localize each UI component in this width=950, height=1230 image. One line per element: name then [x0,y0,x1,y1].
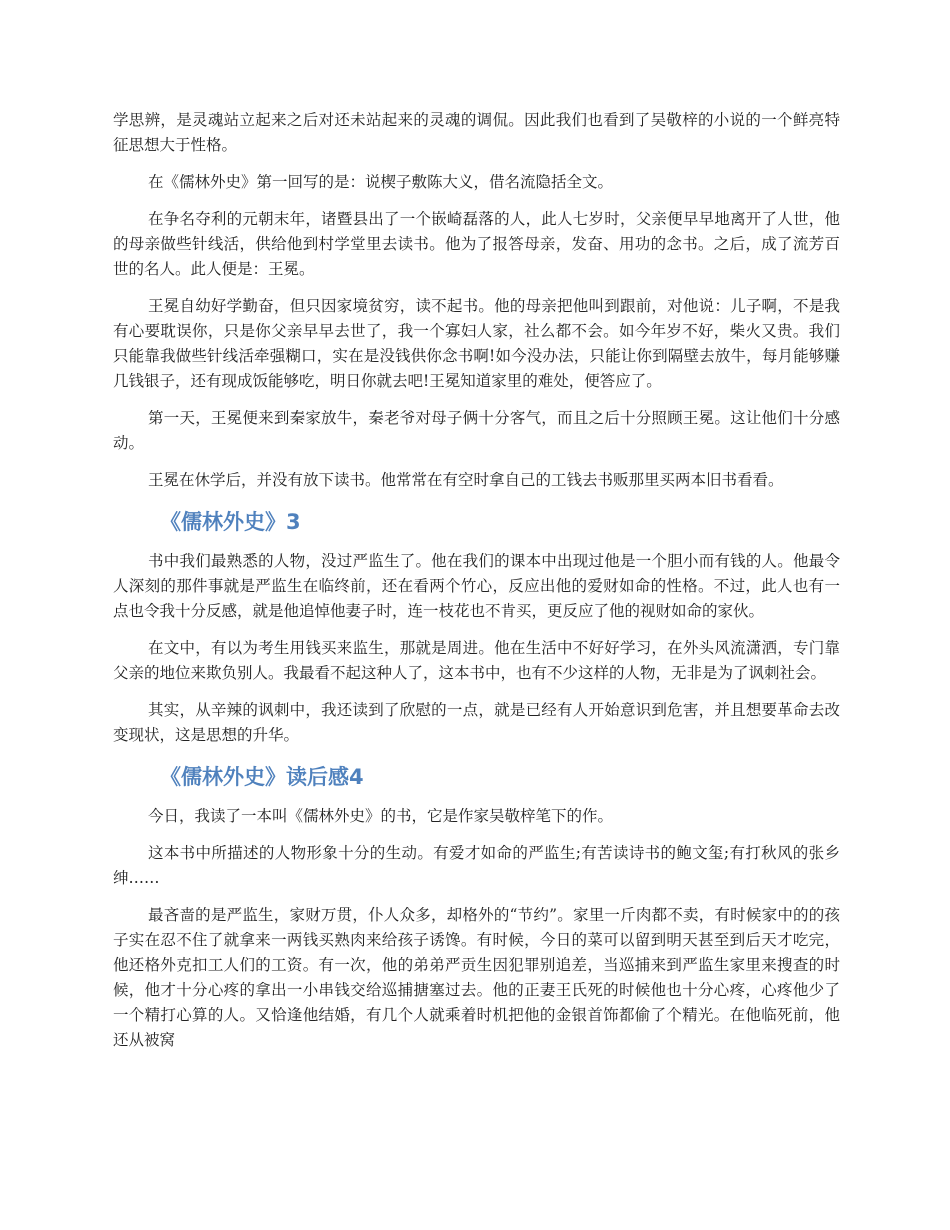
section-heading: 《儒林外史》读后感4 [160,765,364,789]
paragraph: 王冕在休学后，并没有放下读书。他常常在有空时拿自己的工钱去书贩那里买两本旧书看看。 [148,471,784,489]
paragraph: 今日，我读了一本叫《儒林外史》的书，它是作家吴敬梓笔下的作。 [148,807,614,825]
paragraph: 在文中，有以为考生用钱买来监生，那就是周进。他在生活中不好好学习，在外头风流潇洒，专门靠父亲的地位来欺负别人。我最看不起这种人了，这本书中，也有不少这样的人物，无非是为了讽刺社会。 [113,639,840,682]
paragraph: 第一天，王冕便来到秦家放牛，秦老爷对母子俩十分客气，而且之后十分照顾王冕。这让他们十分感动。 [113,409,840,452]
paragraph: 在争名夺利的元朝末年，诸暨县出了一个嵌崎磊落的人，此人七岁时，父亲便早早地离开了人世，他的母亲做些针线活，供给他到村学堂里去读书。他为了报答母亲，发奋、用功的念书。之后，成了流芳百世的名人。此人便是：王冕。 [113,210,840,278]
paragraph: 其实，从辛辣的讽刺中，我还读到了欣慰的一点，就是已经有人开始意识到危害，并且想要革命去改变现状，这是思想的升华。 [113,701,840,744]
paragraph: 书中我们最熟悉的人物，没过严监生了。他在我们的课本中出现过他是一个胆小而有钱的人。他最令人深刻的那件事就是严监生在临终前，还在看两个竹心，反应出他的爱财如命的性格。不过，此人也有一点也令我十分反感，就是他追悼他妻子时，连一枝花也不肯买，更反应了他的视财如命的家伙。 [113,552,840,620]
document-page [113,108,840,1065]
paragraph: 最吝啬的是严监生，家财万贯，仆人众多，却格外的“节约”。家里一斤肉都不卖，有时候家中的的孩子实在忍不住了就拿来一两钱买熟肉来给孩子诱馋。有时候，今日的菜可以留到明天甚至到后天才吃完，他还格外克扣工人们的工资。有一次，他的弟弟严贡生因犯罪别追差，当巡捕来到严监生家里来搜查的时候，他才十分心疼的拿出一小串钱交给巡捕搪塞过去。他的正妻王氏死的时候他也十分心疼，心疼他少了一个精打心算的人。又恰逢他结婚，有几个人就乘着时机把他的金银首饰都偷了个精光。在他临死前，他还从被窝 [113,906,840,1049]
paragraph: 在《儒林外史》第一回写的是：说楔子敷陈大义，借名流隐括全文。 [148,173,614,191]
section-heading: 《儒林外史》3 [160,510,301,534]
paragraph: 学思辨，是灵魂站立起来之后对还未站起来的灵魂的调侃。因此我们也看到了吴敬梓的小说的一个鲜亮特征思想大于性格。 [113,111,840,154]
paragraph: 王冕自幼好学勤奋，但只因家境贫穷，读不起书。他的母亲把他叫到跟前，对他说：儿子啊，不是我有心要耽误你，只是你父亲早早去世了，我一个寡妇人家，社么都不会。如今年岁不好，柴火又贵。我们只能靠我做些针线活牵强糊口，实在是没钱供你念书啊!如今没办法，只能让你到隔壁去放牛，每月能够赚几钱银子，还有现成饭能够吃，明日你就去吧!王冕知道家里的难处，便答应了。 [113,297,840,390]
paragraph: 这本书中所描述的人物形象十分的生动。有爱才如命的严监生;有苦读诗书的鲍文玺;有打秋风的张乡绅…… [113,844,840,887]
